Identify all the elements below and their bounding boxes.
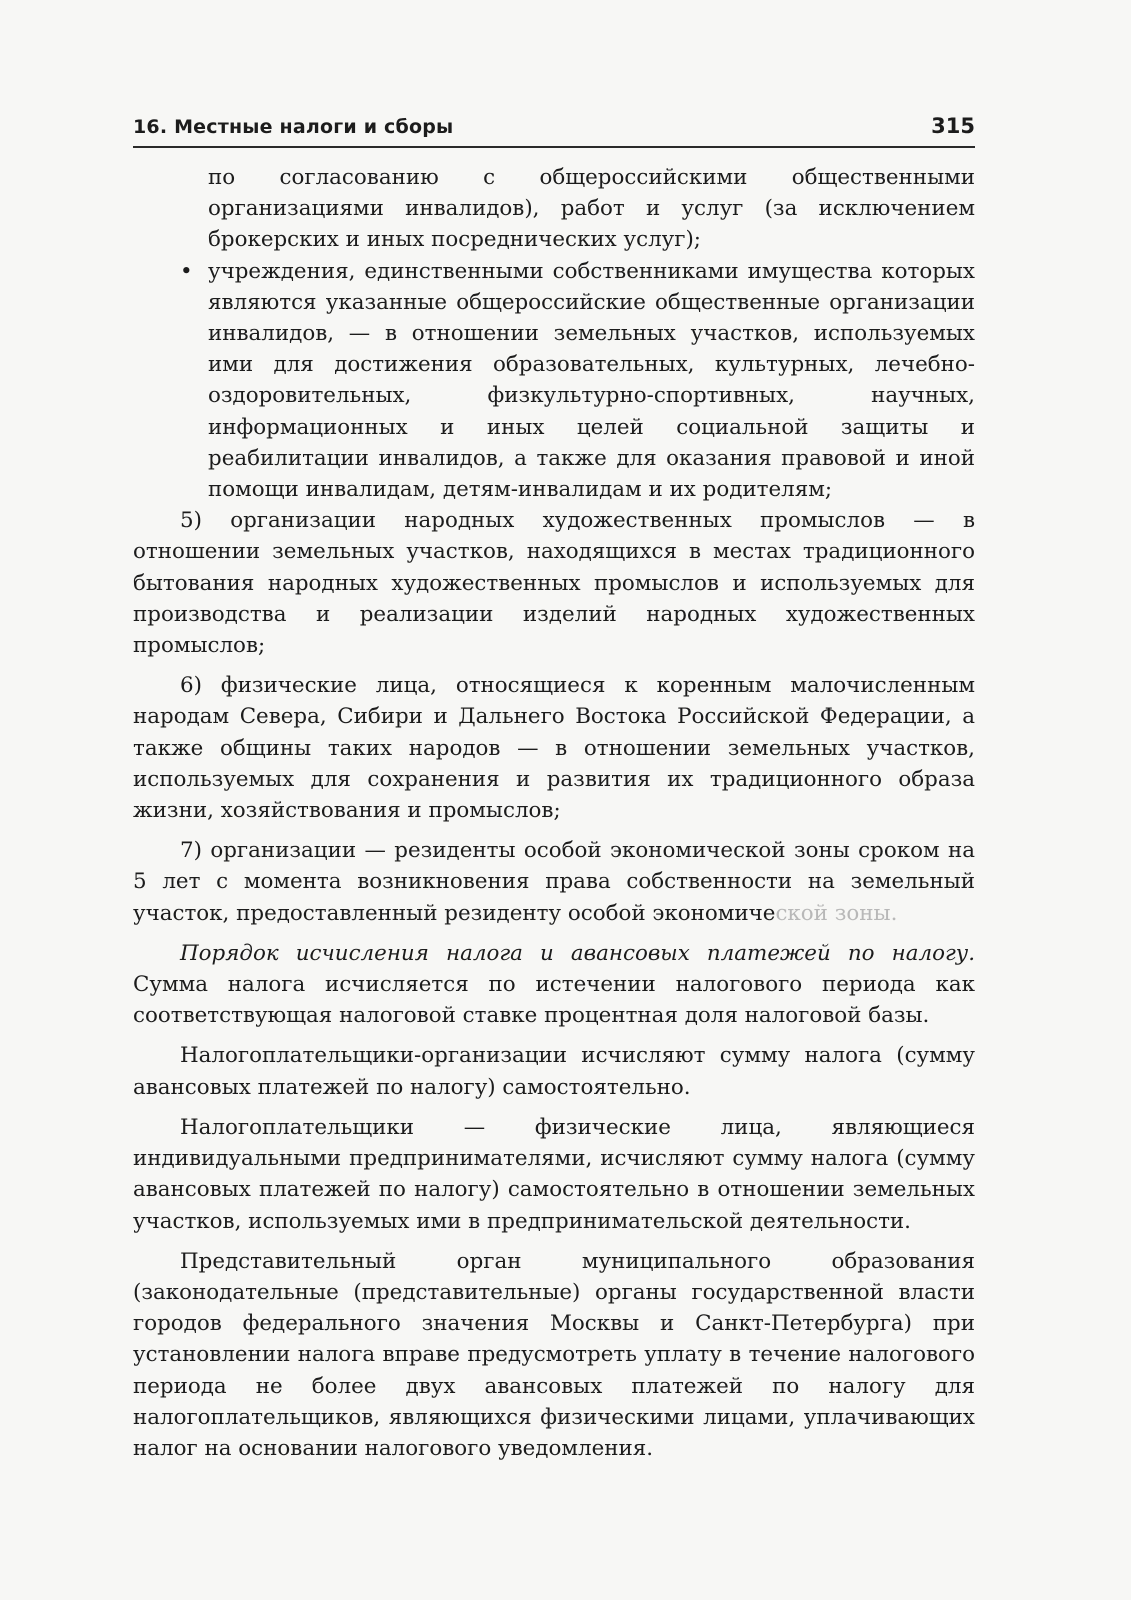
bullet-item (133, 256, 975, 506)
paragraph-organizations: Налогоплательщики-организации исчисляют сумму налога (сумму авансовых платежей по налогу) самостоятельно. (133, 1043, 975, 1100)
chapter-title: 16. Местные налоги и сборы (133, 116, 454, 138)
running-header (133, 112, 975, 148)
run-in-heading: Порядок исчисления налога и авансовых платежей по налогу. (180, 940, 975, 966)
page-number: 315 (931, 114, 975, 138)
paragraph-item-7-text: 7) организации — резиденты особой экономической зоны сроком на 5 лет с момента возникновения права собственности на земельный участок, предоставленный резиденту особой экономиче (133, 838, 975, 926)
paragraph-entrepreneurs: Налогоплательщики — физические лица, являющиеся индивидуальными предпринимателями, исчисляют сумму налога (сумму авансовых платежей по налогу) самостоятельно в отношении земельных участков, используемых ими в предпринимательской деятельности. (133, 1114, 975, 1234)
paragraph-tax-calculation (133, 938, 975, 1032)
bullet-item-text: учреждения, единственными собственниками имущества которых являются указанные общероссийские общественные организации инвалидов, — в отношении земельных участков, используемых ими для достижения образовательных, культурных, лечебно-оздоровительных, физкультурно-спортивных, научных, информационных и иных целей социальной защиты и реабилитации инвалидов, а также для оказания правовой и иной помощи инвалидам, детям-инвалидам и их родителям; (208, 258, 975, 503)
bullet-icon: • (180, 258, 193, 284)
paragraph-item-7 (133, 835, 975, 929)
paragraph-item-6: 6) физические лица, относящиеся к коренным малочисленным народам Севера, Сибири и Дальнего Востока Российской Федерации, а также общины таких народов — в отношении земельных участков, используемых для сохранения и развития их традиционного образа жизни, хозяйствования и промыслов; (133, 673, 975, 824)
paragraph-tax-calculation-text: Сумма налога исчисляется по истечении налогового периода как соответствующая налоговой ставке процентная доля налоговой базы. (133, 972, 975, 1029)
paragraph-continuation: по согласованию с общероссийскими общественными организациями инвалидов), работ и услуг (за исключением брокерских и иных посреднических услуг); (208, 165, 975, 253)
faded-text: ской зоны. (775, 900, 898, 926)
body-text (133, 162, 975, 1464)
paragraph-advance-payments: Представительный орган муниципального образования (законодательные (представительные) органы государственной власти городов федерального значения Москвы и Санкт-Петербурга) при установлении налога вправе предусмотреть уплату в течение налогового периода не более двух авансовых платежей по налогу для налогоплательщиков, являющихся физическими лицами, уплачивающих налог на основании налогового уведомления. (133, 1248, 975, 1461)
paragraph-item-5: 5) организации народных художественных промыслов — в отношении земельных участков, находящихся в местах традиционного бытования народных художественных промыслов и используемых для производства и реализации изделий народных художественных промыслов; (133, 508, 975, 659)
